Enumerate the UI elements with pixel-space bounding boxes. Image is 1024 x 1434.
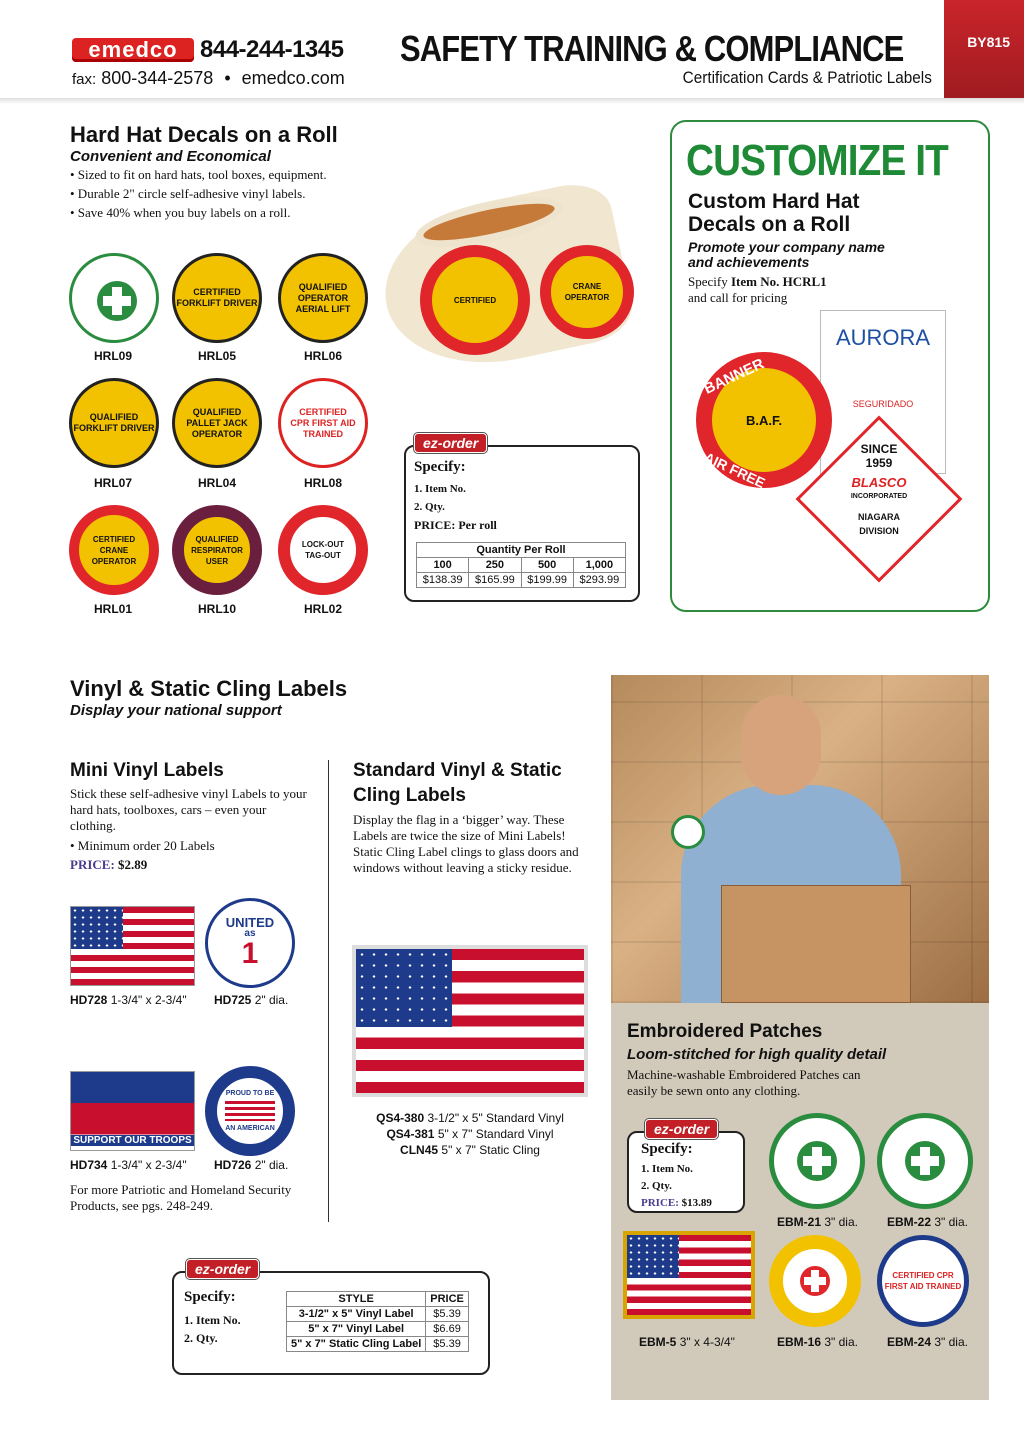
specify-prefix: Specify xyxy=(688,274,731,289)
table-row: 3-1/2" x 5" Vinyl Label $5.39 xyxy=(287,1307,469,1322)
table-row: 5" x 7" Vinyl Label $6.69 xyxy=(287,1322,469,1337)
page-code: BY815 xyxy=(967,34,1010,50)
sample-text: B.A.F. xyxy=(745,412,783,428)
item-size: 1-3/4" x 2-3/4" xyxy=(110,993,187,1007)
order-step: 2. Qty. xyxy=(641,1180,672,1192)
mini-vinyl-text: Stick these self-adhesive vinyl Labels to your hard hats, toolboxes, cars – even your clothing. xyxy=(70,786,307,833)
decal-text: QUALIFIED FORKLIFT DRIVER xyxy=(73,412,155,433)
decal-hrl10[interactable] xyxy=(172,505,262,595)
hardhat-subtitle: Convenient and Economical xyxy=(70,148,271,165)
item-size: 2" dia. xyxy=(254,993,289,1007)
cardboard-box xyxy=(721,885,911,1003)
hardhat-order-box xyxy=(404,435,640,602)
order-step: 2. Qty. xyxy=(184,1331,218,1345)
roll-decal xyxy=(540,245,634,339)
price-cell: $138.39 xyxy=(417,573,469,588)
cross-icon xyxy=(800,1266,830,1296)
patch-caption: EBM-5 3" x 4-3/4" xyxy=(639,1335,735,1349)
vinyl-section-header xyxy=(70,676,347,719)
decal-code: HRL06 xyxy=(303,349,342,363)
proud-label-hd726[interactable] xyxy=(205,1066,295,1156)
standard-vinyl-section xyxy=(353,758,583,876)
qty-cell: 500 xyxy=(521,558,573,573)
custom-item-number: Item No. HCRL1 xyxy=(730,274,827,289)
sample-text: SEGURIDADO xyxy=(852,399,914,409)
sample-text: DIVISION xyxy=(859,526,899,536)
cross-icon xyxy=(797,1141,837,1181)
patches-subtitle: Loom-stitched for high quality detail xyxy=(627,1046,887,1063)
patch-ebm24[interactable] xyxy=(877,1235,969,1327)
qty-cell: 250 xyxy=(469,558,521,573)
mini-label-caption xyxy=(70,1158,187,1172)
sample-text: INCORPORATED xyxy=(850,493,908,500)
sample-text: NIAGARA xyxy=(858,512,900,522)
patch-caption: EBM-22 3" dia. xyxy=(887,1215,968,1229)
website-link[interactable]: emedco.com xyxy=(241,68,345,88)
decal-code: HRL10 xyxy=(197,602,236,616)
phone-number: 844-244-1345 xyxy=(200,36,344,63)
qty-cell: 1,000 xyxy=(573,558,625,573)
fax-number: 800-344-2578 xyxy=(101,68,214,88)
decal-text: CERTIFIED FORKLIFT DRIVER xyxy=(176,287,258,308)
page-title: SAFETY TRAINING & COMPLIANCE xyxy=(400,28,904,69)
proud-text: PROUD TO BE AN AMERICAN xyxy=(225,1090,275,1132)
specify-label: Specify: xyxy=(414,459,466,475)
customize-box xyxy=(670,120,990,612)
contact-line xyxy=(72,68,345,89)
mini-vinyl-title: Mini Vinyl Labels xyxy=(70,760,224,781)
decal-code: HRL04 xyxy=(197,476,236,490)
standard-vinyl-title: Standard Vinyl & Static Cling Labels xyxy=(353,760,562,806)
specify-label: Specify: xyxy=(641,1141,693,1157)
column-divider xyxy=(328,760,329,1222)
warehouse-worker-photo xyxy=(611,675,989,1003)
item-code: HD725 xyxy=(214,993,252,1007)
separator: • xyxy=(224,68,231,88)
item-code: HD726 xyxy=(214,1158,252,1172)
header-accent-bar xyxy=(944,0,1024,102)
patch-ebm5-flag[interactable] xyxy=(623,1231,755,1319)
patch-ebm22[interactable] xyxy=(877,1113,973,1209)
patches-order-box xyxy=(627,1121,745,1213)
customize-title: CUSTOMIZE IT xyxy=(686,136,948,185)
specify-label: Specify: xyxy=(184,1289,236,1305)
united-label-hd725[interactable] xyxy=(205,898,295,988)
page-subtitle: Certification Cards & Patriotic Labels xyxy=(682,68,932,87)
price-cell: $165.99 xyxy=(469,573,521,588)
price-value: $2.89 xyxy=(118,857,148,872)
patch-caption: EBM-24 3" dia. xyxy=(887,1335,968,1349)
patch-ebm21[interactable] xyxy=(769,1113,865,1209)
decal-code: HRL08 xyxy=(303,476,342,490)
order-steps xyxy=(184,1311,241,1347)
worker-face xyxy=(741,695,821,795)
decal-hrl07[interactable] xyxy=(69,378,159,468)
decal-hrl09[interactable] xyxy=(69,253,159,343)
roll-decal-text: CRANE OPERATOR xyxy=(564,282,610,302)
customize-subheading: Promote your company name and achievements xyxy=(688,239,885,270)
mini-label-caption xyxy=(214,1158,288,1172)
decal-hrl04[interactable] xyxy=(172,378,262,468)
decal-hrl08[interactable] xyxy=(278,378,368,468)
table-row: 5" x 7" Static Cling Label $5.39 xyxy=(287,1337,469,1352)
item-size: 1-3/4" x 2-3/4" xyxy=(110,1158,187,1172)
decal-roll-image xyxy=(384,190,634,365)
vinyl-order-box xyxy=(172,1261,490,1375)
sample-blasco-text xyxy=(822,442,936,538)
hardhat-bullet: • Durable 2" circle self-adhesive vinyl labels. xyxy=(70,186,306,201)
qty-cell: 100 xyxy=(417,558,469,573)
flag-canton xyxy=(356,949,452,1027)
mini-vinyl-section xyxy=(70,760,310,874)
item-size: 2" dia. xyxy=(254,1158,289,1172)
patches-title: Embroidered Patches xyxy=(627,1021,823,1042)
decal-text: LOCK-OUT TAG-OUT xyxy=(301,540,345,560)
decal-text: QUALIFIED RESPIRATOR USER xyxy=(191,534,243,566)
patch-ebm16[interactable] xyxy=(769,1235,861,1327)
flag-label-hd728[interactable] xyxy=(70,906,195,986)
patches-price: PRICE: $13.89 xyxy=(641,1197,712,1209)
troops-label-hd734[interactable] xyxy=(70,1071,195,1151)
patch-on-sleeve xyxy=(671,815,705,849)
call-text: and call for pricing xyxy=(688,290,788,305)
ez-order-tag: ez-order xyxy=(645,1119,718,1139)
sample-text: BANNER xyxy=(701,355,767,398)
patch-caption: EBM-21 3" dia. xyxy=(777,1215,858,1229)
decal-code: HRL02 xyxy=(303,602,342,616)
decal-code: HRL01 xyxy=(93,602,132,616)
decal-hrl06[interactable] xyxy=(278,253,368,343)
decal-hrl02[interactable] xyxy=(278,505,368,595)
vinyl-subtitle: Display your national support xyxy=(70,702,282,719)
table-header: STYLE xyxy=(287,1292,426,1307)
decal-code: HRL07 xyxy=(93,476,132,490)
hardhat-title: Hard Hat Decals on a Roll xyxy=(70,122,338,147)
standard-item: QS4-380 3-1/2" x 5" Standard Vinyl xyxy=(376,1111,564,1125)
standard-vinyl-text: Display the flag in a ‘bigger’ way. These Labels are twice the size of Mini Labels! Static Cling Label clings to glass doors and windows without leaving a sticky residue. xyxy=(353,812,579,875)
decal-text: QUALIFIED PALLET JACK OPERATOR xyxy=(186,406,248,439)
cross-icon xyxy=(905,1141,945,1181)
standard-item: CLN45 5" x 7" Static Cling xyxy=(400,1143,540,1157)
mini-vinyl-price xyxy=(70,855,310,874)
roll-price-table xyxy=(416,542,626,588)
decal-text: CERTIFIED CPR FIRST AID TRAINED xyxy=(290,406,356,439)
price-label: PRICE: Per roll xyxy=(414,518,497,532)
decal-hrl05[interactable] xyxy=(172,253,262,343)
decal-text: CERTIFIED CRANE OPERATOR xyxy=(91,534,137,566)
roll-decal-text: CERTIFIED xyxy=(453,295,497,305)
price-cell: $199.99 xyxy=(521,573,573,588)
sample-text: AURORA xyxy=(835,325,931,350)
order-step: 1. Item No. xyxy=(414,483,466,495)
order-steps xyxy=(414,480,497,534)
united-text: UNITED as 1 xyxy=(225,915,275,970)
standard-label-list xyxy=(340,1110,600,1158)
table-header: PRICE xyxy=(426,1292,469,1307)
patch-caption: EBM-16 3" dia. xyxy=(777,1335,858,1349)
order-step: 2. Qty. xyxy=(414,501,445,513)
flag-label-standard[interactable] xyxy=(352,945,588,1097)
vinyl-price-table xyxy=(286,1291,469,1352)
hardhat-bullet: • Sized to fit on hard hats, tool boxes, equipment. xyxy=(70,167,327,182)
fax-label: fax: xyxy=(72,71,97,88)
flag-stripes xyxy=(225,1101,275,1121)
order-steps xyxy=(641,1161,712,1212)
patches-panel xyxy=(611,1003,989,1400)
more-products-note: For more Patriotic and Homeland Security Products, see pgs. 248-249. xyxy=(70,1182,292,1213)
order-step: 1. Item No. xyxy=(184,1313,241,1327)
mini-label-caption xyxy=(214,993,288,1007)
sample-text: BLASCO xyxy=(851,475,907,490)
standard-item: QS4-381 5" x 7" Standard Vinyl xyxy=(386,1127,554,1141)
emedco-logo[interactable]: emedco xyxy=(72,38,194,62)
troops-text: SUPPORT OUR TROOPS xyxy=(71,1135,194,1146)
table-header: Quantity Per Roll xyxy=(417,543,626,558)
patch-text: CERTIFIED CPR FIRST AID TRAINED xyxy=(884,1271,962,1291)
item-code: HD728 xyxy=(70,993,108,1007)
hardhat-section xyxy=(70,122,338,222)
hardhat-bullet: • Save 40% when you buy labels on a roll. xyxy=(70,205,291,220)
sample-text: SINCE xyxy=(860,442,898,456)
customize-heading: Custom Hard Hat Decals on a Roll xyxy=(688,190,860,236)
decal-hrl01[interactable] xyxy=(69,505,159,595)
ez-order-tag: ez-order xyxy=(414,433,487,453)
item-code: HD734 xyxy=(70,1158,108,1172)
decal-code: HRL05 xyxy=(197,349,236,363)
mini-vinyl-bullet: • Minimum order 20 Labels xyxy=(70,838,215,853)
header-divider xyxy=(0,98,1024,104)
ez-order-tag: ez-order xyxy=(186,1259,259,1279)
price-label: PRICE: xyxy=(70,857,115,872)
flag-canton xyxy=(71,907,123,949)
vinyl-title: Vinyl & Static Cling Labels xyxy=(70,676,348,701)
decal-text: QUALIFIED OPERATOR AERIAL LIFT xyxy=(295,281,351,314)
order-step: 1. Item No. xyxy=(641,1163,693,1175)
roll-decal xyxy=(420,245,530,355)
customize-specify xyxy=(688,274,827,306)
flag-canton xyxy=(627,1235,679,1278)
patches-text: Machine-washable Embroidered Patches can easily be sewn onto any clothing. xyxy=(627,1067,861,1098)
price-cell: $293.99 xyxy=(573,573,625,588)
decal-code: HRL09 xyxy=(93,349,132,363)
sample-text: 1959 xyxy=(865,456,893,470)
sample-text: AIR FREE xyxy=(701,448,768,492)
mini-label-caption xyxy=(70,993,187,1007)
